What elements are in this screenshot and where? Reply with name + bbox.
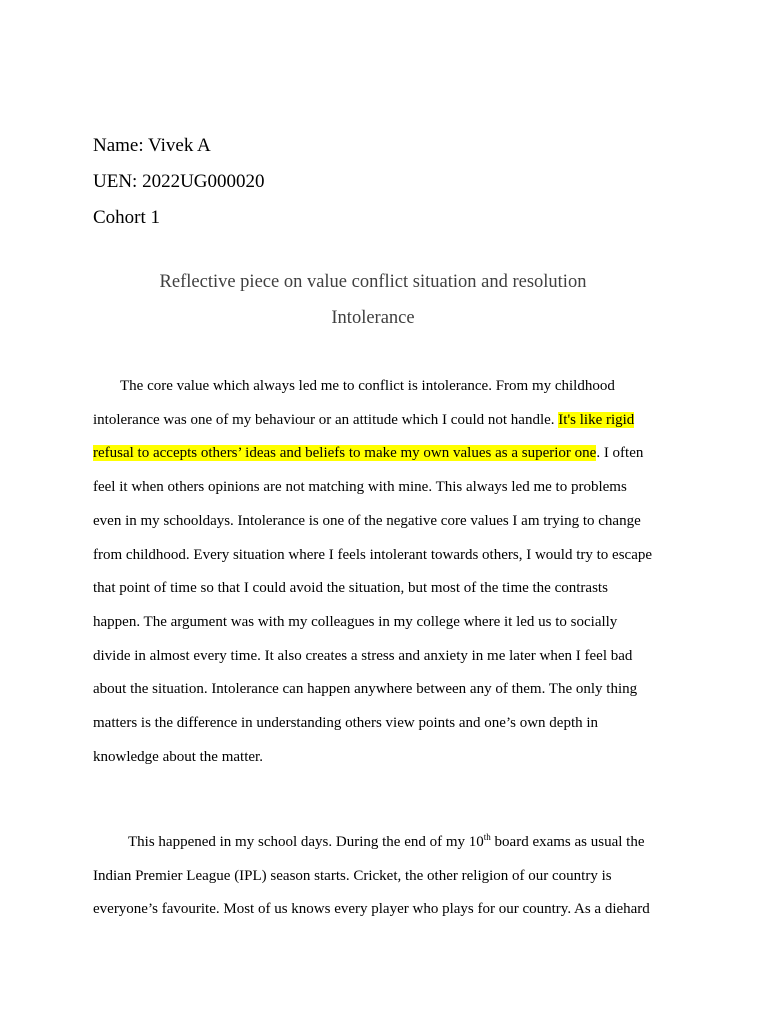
paragraph-line: about the situation. Intolerance can happen anywhere between any of them. The only thing [93,681,638,698]
paragraph-line: knowledge about the matter. [93,748,263,765]
student-cohort: Cohort 1 [93,207,161,228]
superscript-text: th [483,832,491,842]
text-run: intolerance was one of my behaviour or an attitude which I could not handle. [93,411,559,428]
paragraph-line: Indian Premier League (IPL) season starts. Cricket, the other religion of our country is [93,867,612,884]
text-run: . I often [596,445,644,462]
document-title: Reflective piece on value conflict situation and resolution [159,272,587,292]
paragraph-line [93,404,679,438]
paragraph-line: feel it when others opinions are not matching with mine. This always led me to problems [93,479,627,496]
paragraph-line: The core value which always led me to conflict is intolerance. From my childhood [120,378,615,394]
highlighted-text: refusal to accepts others’ ideas and beliefs to make my own values as a superior one [93,445,597,462]
paragraph-line: from childhood. Every situation where I feels intolerant towards others, I would try to escape [93,546,653,563]
text-run: This happened in my school days. During the end of my 10 [128,834,484,850]
paragraph-line: matters is the difference in understanding others view points and one’s own depth in [93,715,599,732]
student-info [93,128,265,236]
paragraph-line: happen. The argument was with my colleagues in my college where it led us to socially [93,613,618,630]
document-subtitle: Intolerance [331,308,415,328]
paragraph-line: divide in almost every time. It also creates a stress and anxiety in me later when I feel bad [93,647,633,664]
text-run: board exams as usual the [490,834,645,850]
paragraph-line [93,826,679,860]
body-paragraph-2 [93,826,679,927]
student-name: Name: Vivek A [93,135,211,156]
paragraph-line: even in my schooldays. Intolerance is one of the negative core values I am trying to change [93,512,641,529]
paragraph-line: that point of time so that I could avoid the situation, but most of the time the contrasts [93,580,608,597]
student-uen: UEN: 2022UG000020 [93,171,265,192]
body-paragraph-1 [93,370,679,774]
highlighted-text: It's like rigid [558,411,635,428]
paragraph-line: everyone’s favourite. Most of us knows every player who plays for our country. As a diehard [93,901,650,918]
paragraph-line [93,437,679,471]
